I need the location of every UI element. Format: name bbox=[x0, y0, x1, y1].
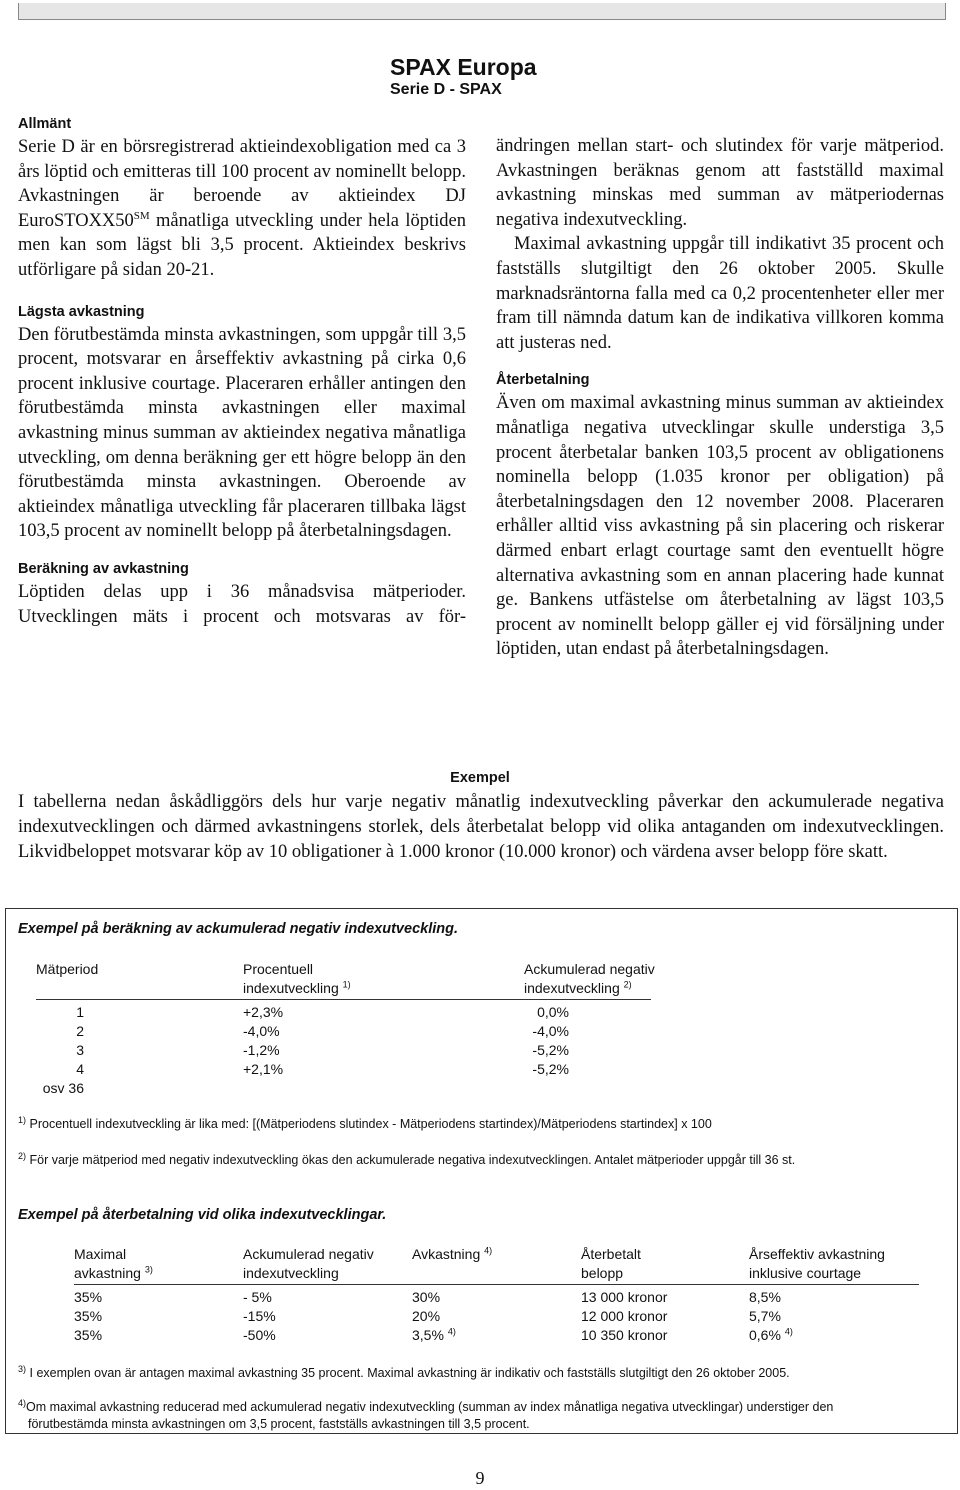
right-column bbox=[496, 134, 944, 662]
examples-box bbox=[5, 908, 958, 1434]
table1-period: 2 bbox=[76, 1023, 84, 1039]
footnote-3 bbox=[18, 1365, 938, 1382]
table2-acc: -50% bbox=[243, 1327, 276, 1343]
allmant-paragraph bbox=[18, 135, 466, 283]
table1-acc: 0,0% bbox=[537, 1004, 569, 1020]
table2-header-acc-2: indexutveckling bbox=[243, 1265, 339, 1281]
table1-header-acc-2 bbox=[524, 979, 632, 998]
table2-header-avk-label: Avkastning bbox=[412, 1246, 481, 1262]
table2-ater: 10 350 kronor bbox=[581, 1327, 668, 1343]
heading-aterbetalning: Återbetalning bbox=[496, 372, 590, 389]
table2-acc: -15% bbox=[243, 1308, 276, 1324]
table1-pct: +2,3% bbox=[243, 1004, 284, 1020]
lagsta-paragraph: Den förutbestämda minsta avkastningen, som uppgår till 3,5 procent, motsvarar en årseffektiv avkastning på cirka 0,6 procent inklusive courtage. Placeraren erhåller antingen den förutbestämda minsta avkastningen eller maximal avkastning minus summan av aktieindex negativa månatliga utveckling, om denna beräkning ger ett högre belopp än den förutbestämda minsta avkastningen. Oberoende av aktieindex månatliga utveckling får placeraren tillbaka lägst 103,5 procent av nominellt belopp på återbetalningsdagen. bbox=[18, 324, 466, 542]
heading-lagsta-avkastning: Lägsta avkastning bbox=[18, 303, 145, 320]
table2-ater: 13 000 kronor bbox=[581, 1289, 668, 1305]
footnote-4-text-1: Om maximal avkastning reducerad med ackumulerad negativ indexutveckling (summan av index månatliga negativa utvecklingar) understiger den bbox=[26, 1400, 834, 1414]
table1-acc: -5,2% bbox=[532, 1061, 569, 1077]
footnote-3-mark: 3) bbox=[18, 1363, 27, 1374]
footnote-ref-3: 3) bbox=[144, 1264, 153, 1275]
footnote-4-text-2: förutbestämda minsta avkastningen om 3,5 procent, fastställs avkastningen till 3,5 procent. bbox=[28, 1417, 530, 1431]
table1-header-period: Mätperiod bbox=[36, 961, 99, 977]
table1-pct: +2,1% bbox=[243, 1061, 284, 1077]
table2-avk: 20% bbox=[412, 1308, 441, 1324]
footnote-ref-4: 4) bbox=[447, 1326, 456, 1337]
table2-max: 35% bbox=[74, 1327, 103, 1343]
table2-avk bbox=[412, 1326, 456, 1345]
table1-header-pct-1: Procentuell bbox=[243, 961, 314, 977]
table2-header-acc-1: Ackumulerad negativ bbox=[243, 1246, 374, 1262]
table2-max: 35% bbox=[74, 1289, 103, 1305]
table1-period: 3 bbox=[76, 1042, 84, 1058]
table1-header-acc-1: Ackumulerad negativ bbox=[524, 961, 655, 977]
footnote-1-mark: 1) bbox=[18, 1114, 27, 1125]
table2-header-ars-1: Årseffektiv avkastning bbox=[749, 1246, 885, 1262]
berakning-continued: ändringen mellan start- och slutindex för varje mätperiod. Avkastningen beräknas genom att fastställd maximal avkastning minskas med summan av mätperiodernas negativa indexutveckling. bbox=[496, 136, 944, 230]
title: SPAX Europa bbox=[390, 54, 537, 80]
aterbetalning-paragraph: Även om maximal avkastning minus summan av aktieindex månatliga negativa utvecklingar skulle understiga 3,5 procent återbetalar banken 103,5 procent av obligationens nominella belopp (1.035 kronor per obligation) på återbetalningsdagen den 12 november 2008. Placeraren erhåller alltid viss avkastning på sin placering och riskerar därmed enbart erlagt courtage samt den eventuellt högre alternativa avkastning som en annan placering hade kunnat ge. Bankens utfästelse om återbetalning av lägst 103,5 procent av nominellt belopp gäller ej vid försäljning under löptiden, utan endast på återbetalningsdagen. bbox=[496, 393, 944, 660]
table2-avk-value: 3,5% bbox=[412, 1327, 444, 1343]
table2-header-max-2 bbox=[74, 1264, 153, 1283]
footnote-ref-1: 1) bbox=[342, 979, 351, 990]
table2-avk: 30% bbox=[412, 1289, 441, 1305]
berakning-paragraph: Löptiden delas upp i 36 månadsvisa mätperioder. Utvecklingen mäts i procent och motsvaras av för- bbox=[18, 581, 466, 627]
footnote-ref-4: 4) bbox=[484, 1245, 493, 1256]
footnote-4-mark: 4) bbox=[18, 1397, 27, 1408]
left-column bbox=[18, 115, 466, 629]
table2-header-max-label: avkastning bbox=[74, 1265, 141, 1281]
heading-allmant: Allmänt bbox=[18, 116, 72, 132]
sm-mark: SM bbox=[133, 209, 150, 222]
table2-header-max-1: Maximal bbox=[74, 1246, 127, 1262]
footnote-3-text: I exemplen ovan är antagen maximal avkastning 35 procent. Maximal avkastning är indikativ och fastställs slutgiltigt den 26 oktober 2005. bbox=[29, 1366, 790, 1380]
table1-rule bbox=[36, 999, 651, 1000]
table2-max: 35% bbox=[74, 1308, 103, 1324]
table2-ars: 8,5% bbox=[749, 1289, 781, 1305]
footnote-2-text: För varje mätperiod med negativ indexutveckling ökas den ackumulerade negativa indexutvecklingen. Antalet mätperioder uppgår till 36 st. bbox=[29, 1153, 796, 1167]
table1-heading: Exempel på beräkning av ackumulerad negativ indexutveckling. bbox=[18, 921, 458, 937]
table1-header-acc-label: indexutveckling bbox=[524, 980, 620, 996]
table2-ater: 12 000 kronor bbox=[581, 1308, 668, 1324]
table1-acc: -4,0% bbox=[532, 1023, 569, 1039]
footnote-4 bbox=[18, 1399, 938, 1433]
allmant-text-2: månatliga utveckling under hela löptiden men kan som lägst bli 3,5 procent. Aktieindex beskrivs utförligare på sidan 20-21. bbox=[18, 210, 466, 280]
table1-pct: -1,2% bbox=[243, 1042, 280, 1058]
table1-period: 1 bbox=[76, 1004, 84, 1020]
table2-heading: Exempel på återbetalning vid olika indexutvecklingar. bbox=[18, 1207, 387, 1223]
table1-pct: -4,0% bbox=[243, 1023, 280, 1039]
top-rule bbox=[18, 3, 946, 20]
table2-header-ars-2: inklusive courtage bbox=[749, 1265, 862, 1281]
footnote-2 bbox=[18, 1152, 938, 1169]
table2-ars: 5,7% bbox=[749, 1308, 781, 1324]
allmant-text-1: Serie D är en börsregistrerad aktieindexobligation med ca 3 års löptid och emitteras till 100 procent av nominellt belopp. Avkastningen är beroende av aktieindex DJ EuroSTOXX50 bbox=[18, 137, 467, 231]
footnote-1 bbox=[18, 1116, 938, 1133]
table2-ars-value: 0,6% bbox=[749, 1327, 781, 1343]
footnote-2-mark: 2) bbox=[18, 1150, 27, 1161]
heading-berakning: Beräkning av avkastning bbox=[18, 560, 189, 577]
exempel-heading: Exempel bbox=[450, 770, 510, 786]
table2-rule bbox=[74, 1284, 919, 1285]
table1-period: 4 bbox=[76, 1061, 84, 1077]
max-avkastning-paragraph: Maximal avkastning uppgår till indikativt 35 procent och fastställs slutgiltigt den 26 oktober 2005. Skulle marknadsräntorna falla med ca 0,2 procentenheter eller mer fram till nämnda datum kan de indikativa villkoren komma att justeras ned. bbox=[496, 234, 944, 353]
exempel-paragraph: I tabellerna nedan åskådliggörs dels hur varje negativ månatlig indexutveckling påverkar den ackumulerade negativa indexutvecklingen och därmed avkastningens storlek, dels återbetalat belopp vid olika antaganden om indexutvecklingen. Likvidbeloppet motsvarar köp av 10 obligationer à 1.000 kronor (10.000 kronor) och värdena avser belopp före skatt. bbox=[18, 792, 944, 862]
table2-header-ater-2: belopp bbox=[581, 1265, 624, 1281]
footnote-ref-4: 4) bbox=[784, 1326, 793, 1337]
subtitle: Serie D - SPAX bbox=[390, 81, 502, 98]
footnote-1-text: Procentuell indexutveckling är lika med: [(Mätperiodens slutindex - Mätperiodens startindex)/Mätperiodens startindex] x 100 bbox=[29, 1117, 712, 1131]
table2-header-avk bbox=[412, 1245, 492, 1264]
table1-header-pct-label: indexutveckling bbox=[243, 980, 339, 996]
table2-ars bbox=[749, 1326, 793, 1345]
document-title bbox=[390, 54, 690, 100]
table2-header-ater-1: Återbetalt bbox=[581, 1246, 641, 1262]
table1-period: osv 36 bbox=[42, 1080, 84, 1096]
page-number: 9 bbox=[475, 1468, 485, 1488]
table2-acc: - 5% bbox=[243, 1289, 272, 1305]
table1-acc: -5,2% bbox=[532, 1042, 569, 1058]
table1-header-pct-2 bbox=[243, 979, 351, 998]
footnote-ref-2: 2) bbox=[623, 979, 632, 990]
